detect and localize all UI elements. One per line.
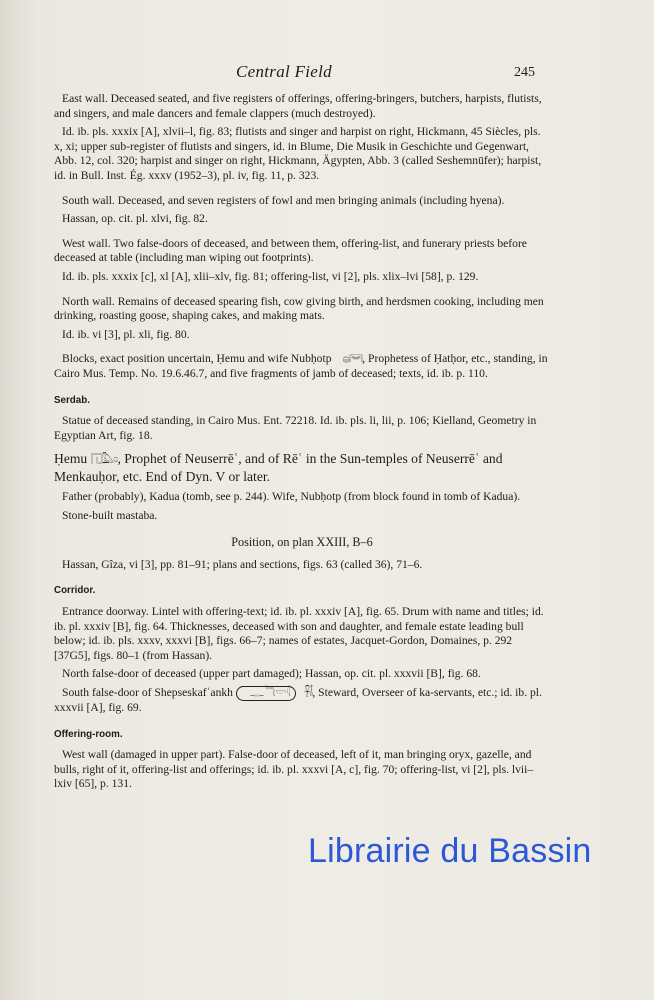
corridor-heading: Corridor.: [54, 585, 96, 597]
south-false-door-text-b: , Steward, Overseer of ka-servants, etc.; id. ib. pl. xxxvii [A], fig. 69.: [54, 686, 542, 715]
running-header: [0, 62, 654, 84]
south-false-door-text-a: South false-door of Shepseskafʿankh: [62, 686, 233, 700]
south-wall-reference: Hassan, op. cit. pl. xlvi, fig. 82.: [62, 212, 208, 226]
family-paragraph: Father (probably), Kadua (tomb, see p. 244). Wife, Nubḥotp (from block found in tomb of Kadua).: [62, 490, 521, 504]
ankh-hieroglyph-icon: 𓋹𓄤: [304, 686, 313, 700]
corridor-entrance-paragraph: Entrance doorway. Lintel with offering-text; id. ib. pl. xxxiv [A], fig. 65. Drum with name and titles; id. ib. pl. xxxiv [B], fig. 64. Thicknesses, deceased with son and daughter, and female estate leading bull below; id. ib. pls. xxxv, xxxvi [B], figs. 66–7; names of estates, Jacquet-Gordon, Domaines, p. 292 [37G5], figs. 80–1 (from Hassan).: [54, 605, 544, 662]
corridor-north-false-door: North false-door of deceased (upper part damaged); Hassan, op. cit. pl. xxxvii [B], fig. 68.: [62, 667, 481, 681]
plan-position: Position, on plan XXIII, B–6: [231, 535, 373, 550]
west-wall-paragraph: West wall. Two false-doors of deceased, and between them, offering-list, and funerary priests before deceased at table (including man wiping out footprints).: [54, 236, 527, 265]
blocks-paragraph: [54, 352, 550, 381]
east-wall-reference: Id. ib. pls. xxxix [A], xlvii–l, fig. 83; flutists and singer and harpist on right, Hickmann, 45 Siècles, pls. x, xi; upper sub-register of flutists and singers, id. in Blume, Die Musik in Geschichte und Gegenwart, Abb. 12, col. 320; harpist and singer on right, Hickmann, Ägypten, Abb. 3 (called Seshemnūfer); harpist, id. in Bull. Inst. Ég. xxxv (1952–3), pl. iv, fig. 11, p. 323.: [54, 125, 542, 182]
bookseller-watermark: Librairie du Bassin: [308, 832, 592, 870]
hemu-tomb-title: [54, 451, 550, 485]
north-wall-reference: Id. ib. vi [3], pl. xli, fig. 80.: [62, 327, 190, 341]
blocks-text-a: Blocks, exact position uncertain, Ḥemu and wife Nubḥotp: [62, 352, 332, 366]
offering-room-west-wall: West wall (damaged in upper part). False-door of deceased, left of it, man bringing oryx, gazelle, and bulls, right of it, offering-list and offerings; id. ib. pl. xxxvi [A, c], fig. 70; offering-list, vi [2], pls. lvii–lxiv [65], p. 131.: [54, 748, 534, 791]
blocks-text-b: , Prophetess of Ḥatḥor, etc., standing, in Cairo Mus. Temp. No. 19.6.46.7, and five fragments of jamb of deceased; texts, id. ib. p. 110.: [54, 352, 548, 380]
north-wall-paragraph: North wall. Remains of deceased spearing fish, cow giving birth, and herdsmen cooking, including men drinking, roasting goose, shaping cakes, and making mats.: [54, 294, 544, 323]
corridor-south-false-door: [54, 686, 550, 716]
page-body: [54, 92, 550, 796]
hemu-name: Ḥemu: [54, 451, 88, 467]
east-wall-paragraph: East wall. Deceased seated, and five registers of offerings, offering-bringers, butchers, harpists, flutists, and singers, and male dancers and female clappers (much destroyed).: [54, 92, 542, 120]
west-wall-reference: Id. ib. pls. xxxix [c], xl [A], xlii–xlv, fig. 81; offering-list, vi [2], pls. xlix–lvi [58], p. 129.: [62, 269, 479, 283]
offering-room-heading: Offering-room.: [54, 728, 123, 740]
hemu-title-text: , Prophet of Neuserrēʿ, and of Rēʿ in the Sun-temples of Neuserrēʿ and Menkauḥor, etc. End of Dyn. V or later.: [54, 451, 503, 484]
bibliography-paragraph: Hassan, Gîza, vi [3], pp. 81–91; plans and sections, figs. 63 (called 36), 71–6.: [62, 557, 423, 571]
tomb-type: Stone-built mastaba.: [62, 508, 158, 522]
south-wall-paragraph: South wall. Deceased, and seven registers of fowl and men bringing animals (including hyena).: [62, 193, 505, 207]
page-number: 245: [514, 65, 535, 80]
serdab-paragraph: Statue of deceased standing, in Cairo Mus. Ent. 72218. Id. ib. pls. li, lii, p. 106; Kielland, Geometry in Egyptian Art, fig. 18.: [54, 414, 537, 442]
cartouche-icon: 𓊃𓆓𓎡𓇋: [236, 686, 296, 701]
hemu-hieroglyph-icon: 𓉔𓅓𓏌: [90, 452, 118, 466]
nubhotp-hieroglyph-icon: 𓐍𓋞: [342, 352, 363, 366]
serdab-heading: Serdab.: [54, 394, 90, 406]
running-title: Central Field: [236, 62, 332, 81]
